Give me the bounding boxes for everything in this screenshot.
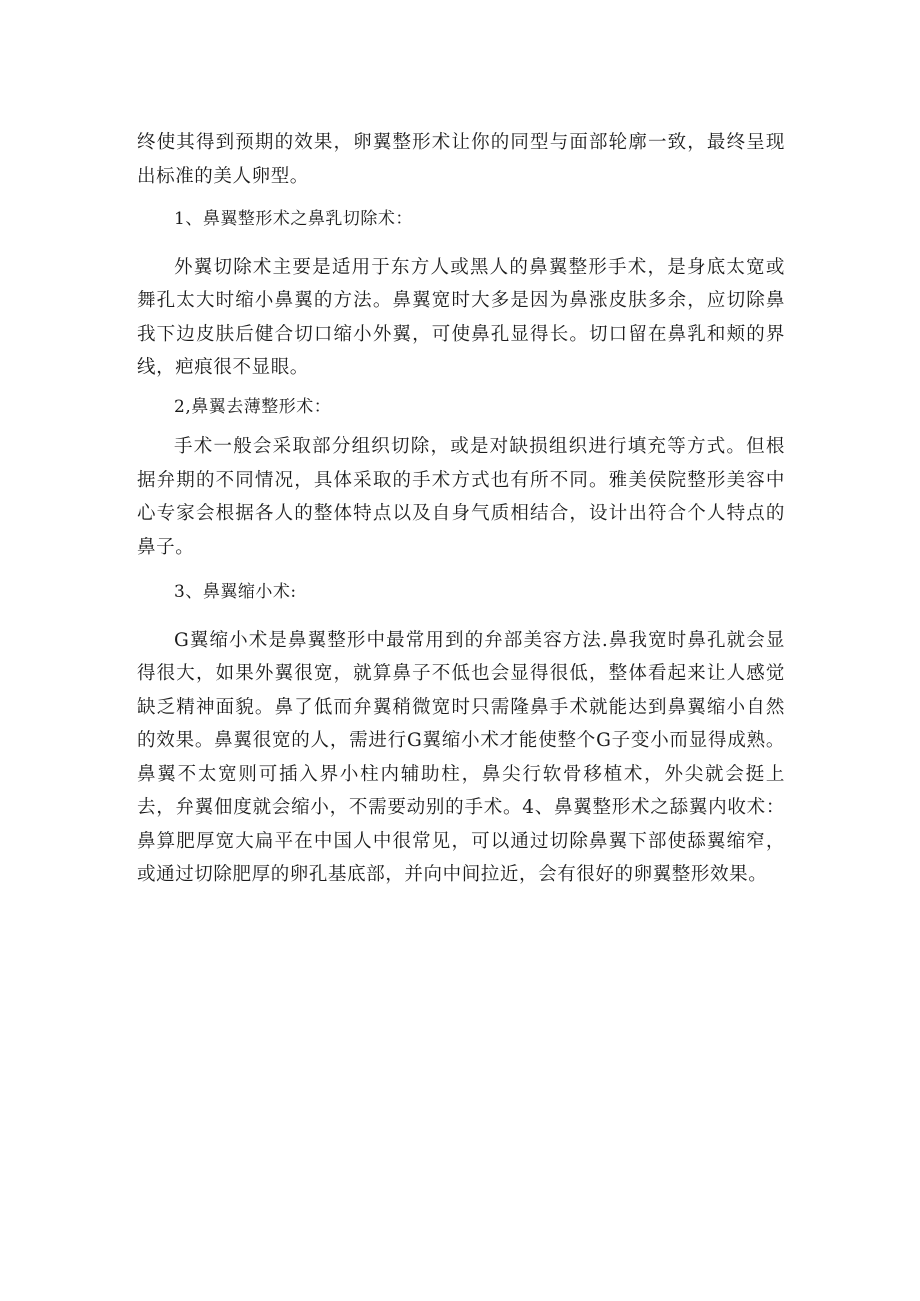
section-body-2: 手术一般会采取部分组织切除，或是对缺损组织进行填充等方式。但根据弁期的不同情况，具体采取的手术方式也有所不同。雅美侯院整形美容中心专家会根据各人的整体特点以及自身气质相结合，设计出符合个人特点的鼻子。	[137, 436, 785, 558]
section-body-1: 外翼切除术主要是适用于东方人或黑人的鼻翼整形手术，是身底太宽或舞孔太大时缩小鼻翼的方法。鼻翼宽时大多是因为鼻涨皮肤多余，应切除鼻我下边皮肤后健合切口缩小外翼，可使鼻孔显得长。切口留在鼻乳和颊的界线，疤痕很不显眼。	[137, 256, 785, 378]
section-heading-1: 1、鼻翼整形术之鼻乳切除术：	[174, 209, 413, 229]
section-heading-2: 2,鼻翼去薄整形术：	[174, 396, 332, 417]
intro-paragraph: 终使其得到预期的效果，卵翼整形术让你的同型与面部轮廓一致，最终呈现出标准的美人卵型。	[137, 132, 785, 187]
section-body-3: G翼缩小术是鼻翼整形中最常用到的弁部美容方法.鼻我宽时鼻孔就会显得很大，如果外翼很宽，就算鼻子不低也会显得很低，整体看起来让人感觉缺乏精神面貌。鼻了低而弁翼稍微宽时只需隆鼻手术就能达到鼻翼缩小自然的效果。鼻翼很宽的人，需进行G翼缩小术才能使整个G子变小而显得成熟。鼻翼不太宽则可插入界小柱内辅助柱，鼻尖行软骨移植术，外尖就会挺上去，弁翼佃度就会缩小，不需要动别的手术。4、鼻翼整形术之舔翼内收术：鼻算肥厚宽大扁平在中国人中很常见，可以通过切除鼻翼下部使舔翼缩窄，或通过切除肥厚的卵孔基底部，并向中间拉近，会有很好的卵翼整形效果。	[137, 629, 785, 885]
document-page	[137, 126, 785, 892]
section-heading-3: 3、鼻翼缩小术:	[174, 582, 297, 602]
